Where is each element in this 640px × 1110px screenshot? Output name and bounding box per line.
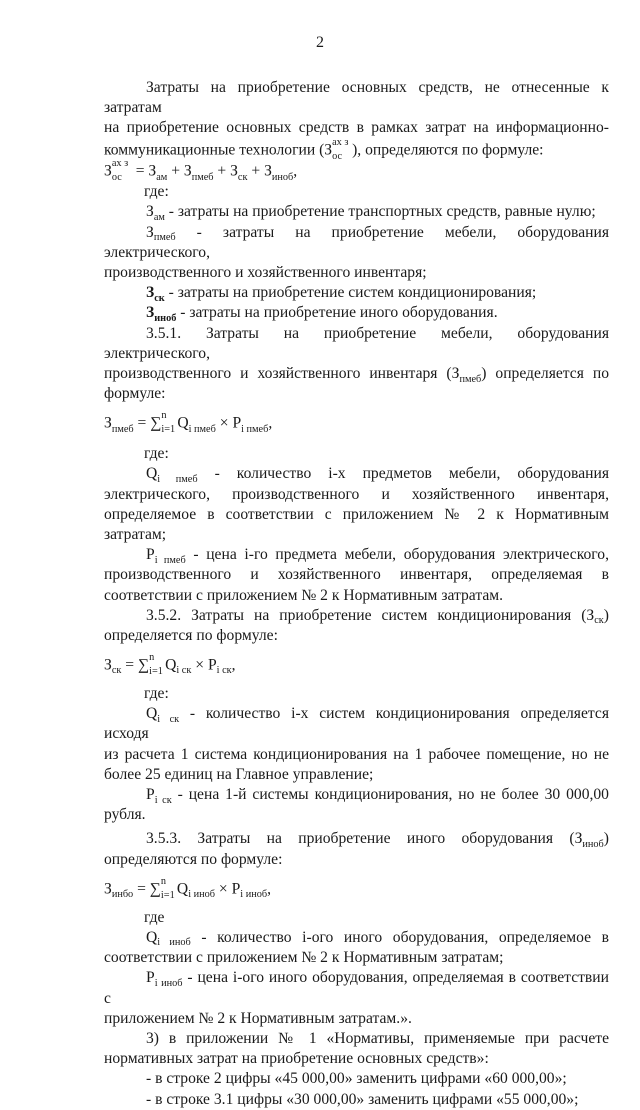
formula-total: З ах з ос = $З_{ам} + З_{пмеб} + З_{ск} + З_{иноб}$, [104, 158, 298, 184]
item-3-line-2: нормативных затрат на приобретение основных средств»: [104, 1050, 489, 1068]
def-p-pmeb-cont-1: производственного и хозяйственного инвентаря, определяемая в [104, 566, 609, 584]
where-label-1: где: [144, 183, 169, 201]
intro-line-1: Затраты на приобретение основных средств, не отнесенные к затратам [104, 79, 609, 117]
section-352-line-2: определяется по формуле: [104, 627, 278, 645]
section-351-line-1: 3.5.1. Затраты на приобретение мебели, оборудования электрического, [104, 324, 609, 362]
def-p-pmeb-cont-2: соответствии с приложением № 2 к Нормативным затратам. [104, 586, 504, 604]
formula-sk: $З_{ск}$ = ∑ n i=1 $Q_{i ск} \times P_{i ск}$, [104, 652, 236, 678]
def-pmeb-cont: производственного и хозяйственного инвентаря; [104, 264, 427, 282]
def-q-sk: $Q_{i ск}$ - количество i-х систем кондиционирования определяется исходя [104, 705, 609, 743]
item-3-bullet-1: - в строке 2 цифры «45 000,00» заменить цифрами «60 000,00»; [146, 1070, 567, 1088]
item-3-line-1: 3) в приложении № 1 «Нормативы, применяемые при расчете [146, 1029, 609, 1047]
document-body [104, 78, 609, 1110]
def-p-sk-cont: рубля. [104, 806, 146, 824]
def-q-pmeb-cont-1: электрического, производственного и хозяйственного инвентаря, [104, 485, 609, 503]
def-q-sk-cont-1: из расчета 1 система кондиционирования на 1 рабочее помещение, но не [104, 745, 609, 763]
def-q-sk-cont-2: более 25 единиц на Главное управление; [104, 765, 374, 783]
def-q-pmeb-cont-2: определяемое в соответствии с приложением № 2 к Нормативным затратам; [104, 505, 609, 544]
def-sk: $З_{ск}$ - затраты на приобретение систем кондиционирования; [146, 284, 537, 304]
def-pmeb: $З_{пмеб}$ - затраты на приобретение мебели, оборудования электрического, [104, 223, 609, 261]
def-p-pmeb: $P_{i пмеб}$ - цена i-го предмета мебели, оборудования электрического, [146, 546, 609, 566]
def-q-inob-cont: соответствии с приложением № 2 к Нормативным затратам; [104, 949, 504, 967]
intro-line-3: коммуникационные технологии (З ах з ос ), определяются по формуле: [104, 136, 544, 162]
section-352-line-1: 3.5.2. Затраты на приобретение систем кондиционирования $(З_{ск})$ [146, 606, 609, 627]
def-inob: $З_{иноб}$ - затраты на приобретение иного оборудования. [146, 304, 498, 325]
section-353-line-1: 3.5.3. Затраты на приобретение иного оборудования $(З_{иноб})$ [146, 830, 609, 851]
formula-pmeb: $З_{пмеб}$ = ∑ n i=1 $Q_{i пмеб} \times P_{i пмеб}$, [104, 410, 273, 436]
page-number: 2 [316, 34, 324, 51]
section-353-line-2: определяются по формуле: [104, 850, 283, 868]
formula-inob: $З_{инбо}$ = ∑ n i=1 $Q_{i иноб} \times P_{i иноб}$, [104, 875, 271, 901]
section-351-line-3: формуле: [104, 385, 166, 403]
section-351-line-2: производственного и хозяйственного инвентаря $(З_{пмеб})$ определяется по [104, 365, 609, 385]
where-label-353: где [144, 908, 165, 926]
def-p-inob: $P_{i иноб}$ - цена i-ого иного оборудования, определяемая в соответствии с [104, 969, 609, 1007]
where-label-352: где: [144, 685, 169, 703]
def-p-sk: $P_{i ск}$ - цена 1-й системы кондиционирования, но не более 30 000,00 [146, 786, 609, 806]
def-p-inob-cont: приложением № 2 к Нормативным затратам.». [104, 1009, 412, 1027]
def-am: $З_{ам}$ - затраты на приобретение транспортных средств, равные нулю; [146, 203, 596, 223]
intro-line-2: на приобретение основных средств в рамках затрат на информационно- [104, 119, 609, 137]
item-3-bullet-2: - в строке 3.1 цифры «30 000,00» заменить цифрами «55 000,00»; [146, 1090, 579, 1108]
def-q-inob: $Q_{i иноб}$ - количество i-ого иного оборудования, определяемое в [146, 928, 609, 949]
def-q-pmeb: $Q_{i пмеб}$ - количество i-х предметов мебели, оборудования [146, 465, 609, 486]
where-label-351: где: [144, 445, 169, 463]
